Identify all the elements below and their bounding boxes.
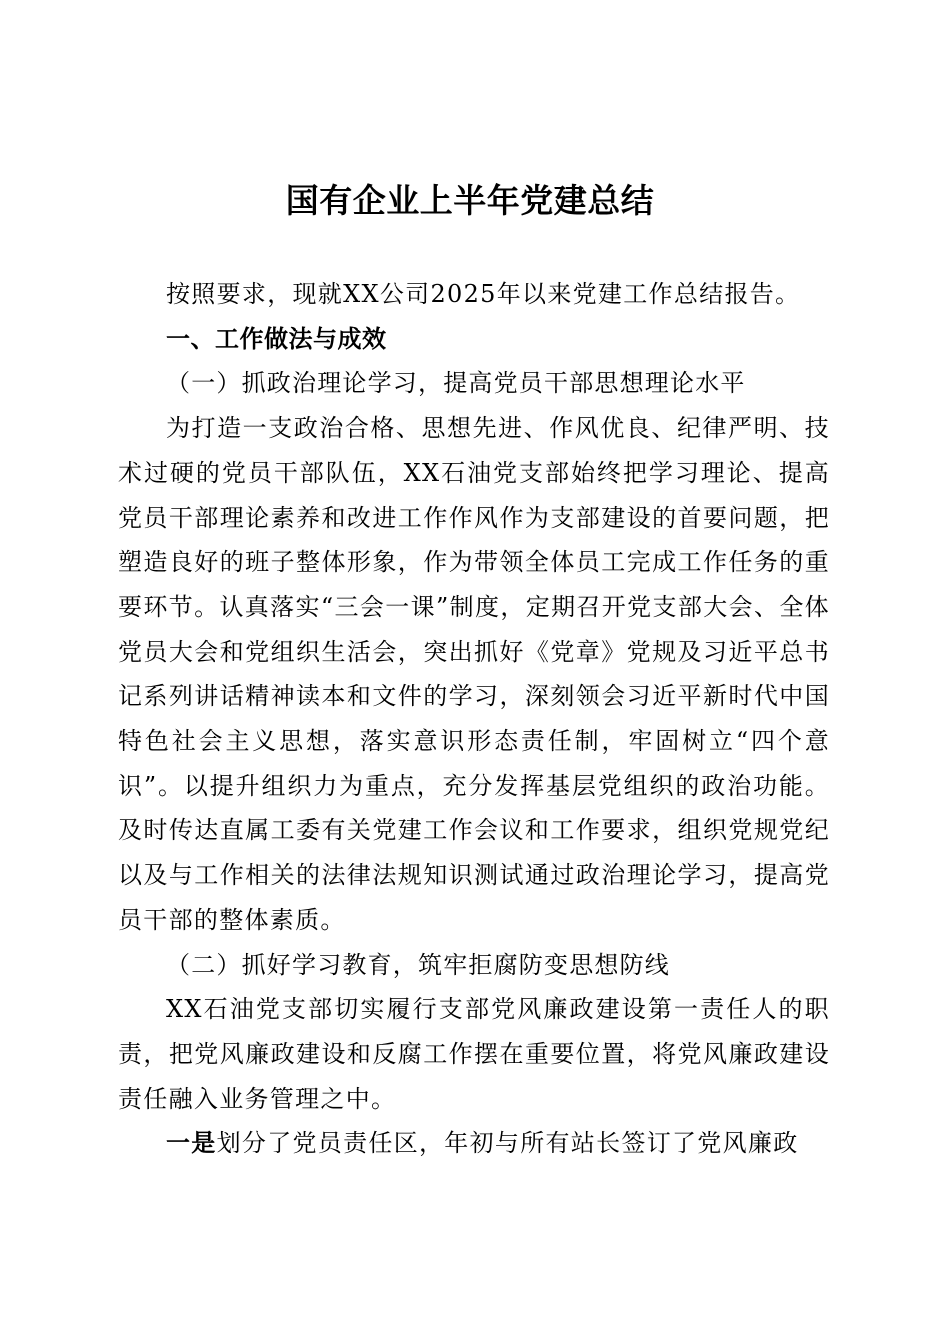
point-1-text: 划分了党员责任区，年初与所有站长签订了党风廉政 [216, 1129, 799, 1158]
section-heading-1: 一、工作做法与成效 [166, 324, 387, 353]
subsection-2-paragraph: XX石油党支部切实履行支部党风廉政建设第一责任人的职责，把党风廉政建设和反腐工作摆在重要位置，将党风廉政建设责任融入业务管理之中。 [118, 995, 830, 1113]
subsection-1-paragraph: 为打造一支政治合格、思想先进、作风优良、纪律严明、技术过硬的党员干部队伍，XX石油党支部始终把学习理论、提高党员干部理论素养和改进工作作风作为支部建设的首要问题，把塑造良好的班子整体形象，作为带领全体员工完成工作任务的重要环节。认真落实“三会一课”制度，定期召开党支部大会、全体党员大会和党组织生活会，突出抓好《党章》党规及习近平总书记系列讲话精神读本和文件的学习，深刻领会习近平新时代中国特色社会主义思想，落实意识形态责任制，牢固树立“四个意识”。以提升组织力为重点，充分发挥基层党组织的政治功能。及时传达直属工委有关党建工作会议和工作要求，组织党规党纪以及与工作相关的法律法规知识测试通过政治理论学习，提高党员干部的整体素质。 [118, 414, 830, 934]
point-1-lead: 一是 [166, 1129, 217, 1158]
intro-paragraph: 按照要求，现就XX公司2025年以来党建工作总结报告。 [166, 280, 801, 308]
document-body [118, 272, 830, 1166]
subsection-heading-2: （二）抓好学习教育，筑牢拒腐防变思想防线 [166, 950, 670, 979]
subsection-heading-1: （一）抓政治理论学习，提高党员干部思想理论水平 [166, 369, 746, 398]
point-1-paragraph [118, 1121, 830, 1166]
document-title: 国有企业上半年党建总结 [285, 181, 655, 220]
